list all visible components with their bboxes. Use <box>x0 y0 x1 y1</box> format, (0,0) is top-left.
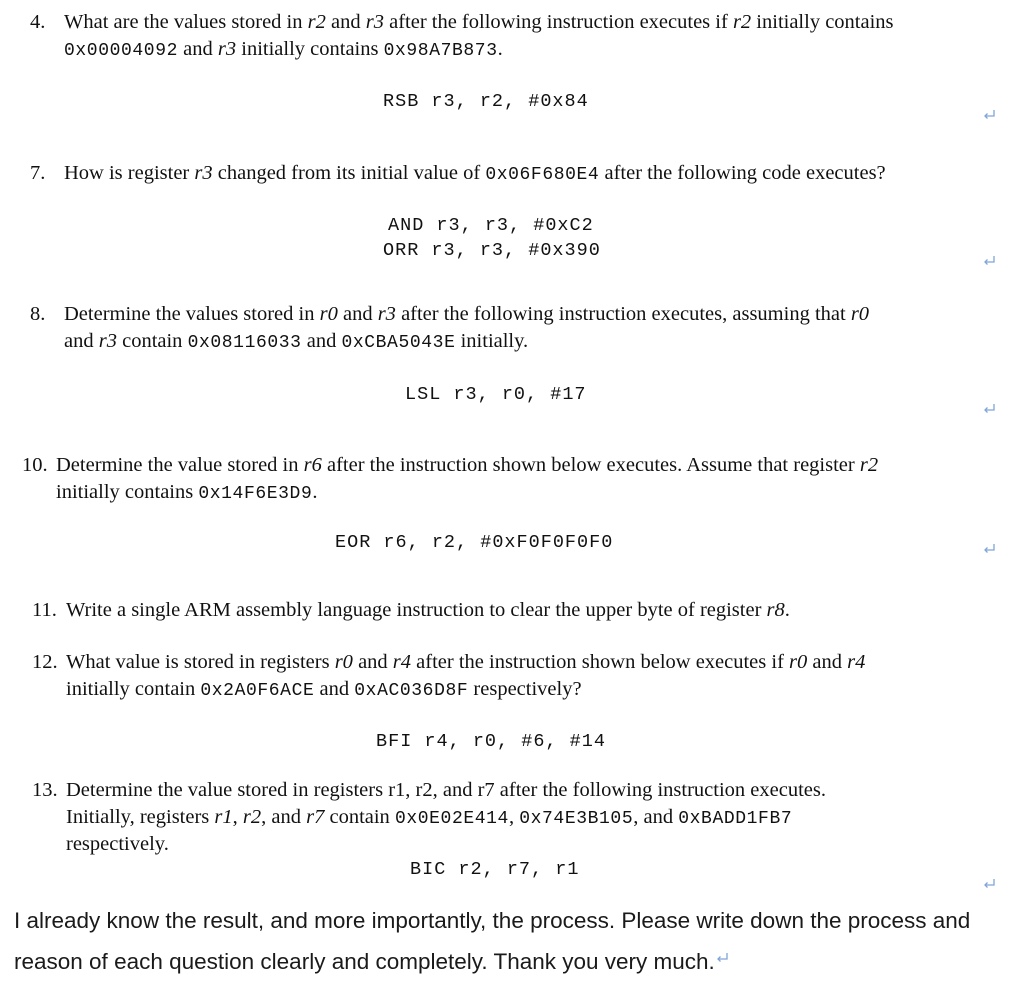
hex-value: 0x74E3B105 <box>519 809 634 829</box>
closing-request <box>14 902 1014 980</box>
question-7-line-1: 7. How is register r3 changed from its initial value of 0x06F680E4 after the following code executes? <box>30 162 886 185</box>
hex-value: 0x14F6E3D9 <box>198 484 313 504</box>
question-13-code: BIC r2, r7, r1 <box>410 859 580 880</box>
return-arrow-icon <box>715 939 729 953</box>
hex-value: 0x00004092 <box>64 41 179 61</box>
question-number: 13. <box>32 779 58 801</box>
return-arrow-icon <box>982 402 996 416</box>
question-4-code: RSB r3, r2, #0x84 <box>383 91 589 112</box>
question-13-line-3: respectively. <box>66 833 169 855</box>
question-8-line-2: and r3 contain 0x08116033 and 0xCBA5043E initially. <box>64 330 529 353</box>
question-number: 7. <box>30 162 46 184</box>
question-number: 11. <box>32 599 57 621</box>
question-12-code: BFI r4, r0, #6, #14 <box>376 731 606 752</box>
return-arrow-icon <box>982 542 996 556</box>
hex-value: 0x2A0F6ACE <box>200 681 315 701</box>
hex-value: 0xAC036D8F <box>354 681 469 701</box>
question-7-code-line-2: ORR r3, r3, #0x390 <box>383 240 601 261</box>
return-arrow-icon <box>982 877 996 891</box>
question-4-line-2: 0x00004092 and r3 initially contains 0x98A7B873. <box>64 38 503 61</box>
question-10-line-2: initially contains 0x14F6E3D9. <box>56 481 318 504</box>
closing-text: I already know the result, and more importantly, the process. Please write down the process and reason of each question clearly and completely. Thank you very much. <box>14 908 971 974</box>
question-13-line-1: 13. Determine the value stored in registers r1, r2, and r7 after the following instruction executes. <box>32 777 826 804</box>
hex-value: 0x0E02E414 <box>394 809 509 829</box>
hex-value: 0x08116033 <box>187 333 302 353</box>
question-12-line-1: 12. What value is stored in registers r0 and r4 after the instruction shown below executes if r0 and r4 <box>32 649 865 676</box>
hex-value: 0xCBA5043E <box>341 333 456 353</box>
question-number: 8. <box>30 303 46 325</box>
return-arrow-icon <box>982 254 996 268</box>
return-arrow-icon <box>982 108 996 122</box>
question-number: 10. <box>22 454 48 476</box>
question-11: 11. Write a single ARM assembly language instruction to clear the upper byte of register r8. <box>32 597 790 624</box>
question-4-line-1: 4. What are the values stored in r2 and r3 after the following instruction executes if r2 initially contains <box>30 9 894 36</box>
question-8-line-1: 8. Determine the values stored in r0 and r3 after the following instruction executes, assuming that r0 <box>30 301 869 328</box>
hex-value: 0x98A7B873 <box>383 41 498 61</box>
hex-value: 0xBADD1FB7 <box>678 809 793 829</box>
question-number: 12. <box>32 651 58 673</box>
question-10-code: EOR r6, r2, #0xF0F0F0F0 <box>335 532 614 553</box>
hex-value: 0x06F680E4 <box>485 165 600 185</box>
question-13-line-2: Initially, registers r1, r2, and r7 contain 0x0E02E414, 0x74E3B105, and 0xBADD1FB7 <box>66 806 793 829</box>
question-12-line-2: initially contain 0x2A0F6ACE and 0xAC036D8F respectively? <box>66 678 582 701</box>
question-number: 4. <box>30 11 46 33</box>
question-10-line-1: 10. Determine the value stored in r6 after the instruction shown below executes. Assume that register r2 <box>22 452 878 479</box>
question-7-code-line-1: AND r3, r3, #0xC2 <box>388 215 594 236</box>
question-8-code: LSL r3, r0, #17 <box>405 384 587 405</box>
